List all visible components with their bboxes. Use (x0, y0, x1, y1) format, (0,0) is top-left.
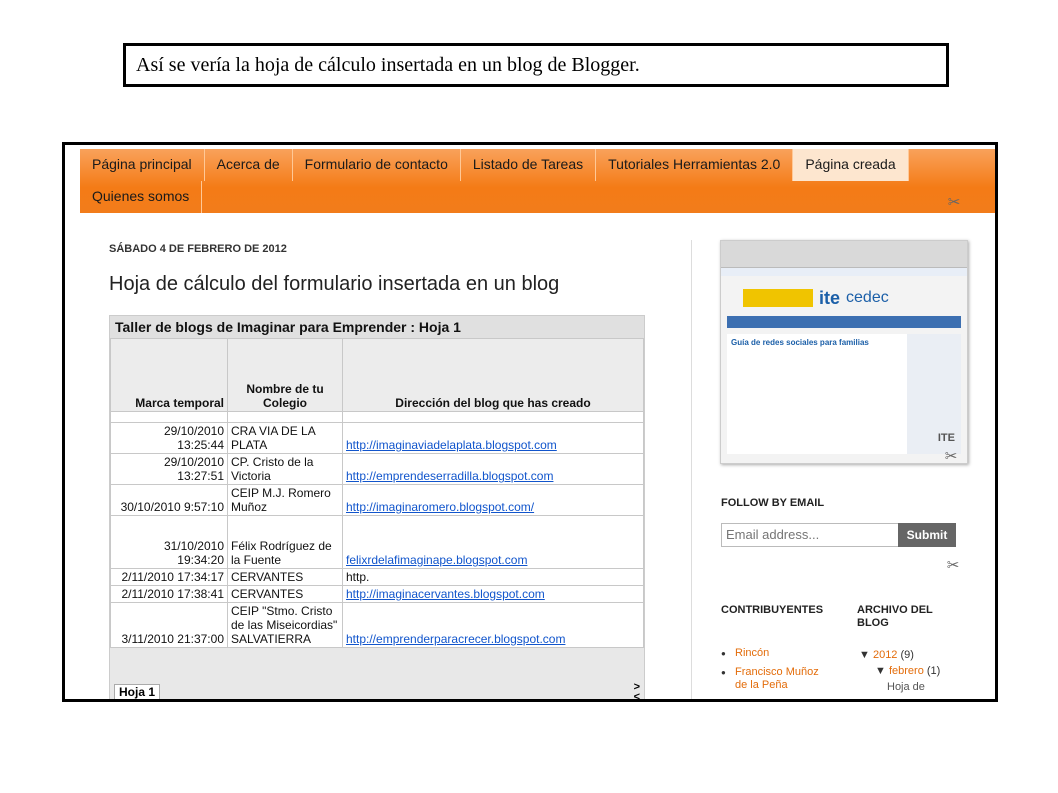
table-row (111, 569, 644, 586)
contributors-list (721, 647, 833, 698)
sheet-table (110, 338, 644, 648)
post-date: SÁBADO 4 DE FEBRERO DE 2012 (109, 243, 287, 255)
table-row (111, 454, 644, 485)
cell-blog-url (343, 454, 644, 485)
scroll-right-icon[interactable]: > (633, 681, 640, 693)
thumb-heading: Guía de redes sociales para familias (731, 338, 869, 347)
blog-nav-bar (80, 149, 995, 213)
sheet-scroll-arrows[interactable] (634, 682, 640, 702)
cell-blog-url (343, 586, 644, 603)
cell-school: CERVANTES (228, 586, 343, 603)
nav-item-listado-de-tareas[interactable]: Listado de Tareas (461, 149, 596, 181)
thumb-menu-bar (727, 316, 961, 328)
table-row (111, 485, 644, 516)
cell-timestamp: 2/11/2010 17:34:17 (111, 569, 228, 586)
table-row (111, 516, 644, 569)
nav-row-2 (80, 181, 995, 213)
cell-school: CEIP "Stmo. Cristo de las Miseicordias" SALVATIERRA (228, 603, 343, 648)
tools-icon[interactable]: ✂ (944, 448, 958, 465)
cell-blog-url (343, 485, 644, 516)
nav-row-1 (80, 149, 995, 181)
nav-item-quienes-somos[interactable]: Quienes somos (80, 181, 202, 213)
blog-screenshot-frame (62, 142, 998, 702)
cell-timestamp: 3/11/2010 21:37:00 (111, 603, 228, 648)
nav-item-página-creada[interactable]: Página creada (793, 149, 908, 181)
cell-school: CP. Cristo de la Victoria (228, 454, 343, 485)
table-row (111, 423, 644, 454)
email-address-input[interactable] (721, 523, 903, 547)
blog-url-link[interactable]: http://imaginacervantes.blogspot.com (346, 587, 545, 601)
blog-url-link[interactable]: http://emprenderparacrecer.blogspot.com (346, 632, 566, 646)
thumb-side-panel (907, 334, 961, 454)
follow-by-email-title: FOLLOW BY EMAIL (721, 497, 825, 509)
cell-timestamp: 2/11/2010 17:38:41 (111, 586, 228, 603)
header-nombre-colegio: Nombre de tu Colegio (228, 339, 343, 412)
archive-month[interactable]: ▼ febrero (1) (875, 665, 941, 677)
sidebar-divider (691, 240, 692, 700)
contributor-link[interactable]: ● Rincón (721, 647, 833, 660)
post-title[interactable]: Hoja de cálculo del formulario insertada en un blog (109, 273, 560, 295)
archive-title: ARCHIVO DEL BLOG (857, 604, 933, 629)
thumb-browser-bar (721, 241, 967, 268)
header-marca-temporal: Marca temporal (111, 339, 228, 412)
cell-blog-url: http. (343, 569, 644, 586)
blog-url-link[interactable]: felixrdelafimaginape.blogspot.com (346, 553, 528, 567)
cell-school: CEIP M.J. Romero Muñoz (228, 485, 343, 516)
scroll-left-icon[interactable]: < (633, 691, 640, 702)
sheet-spacer-row (111, 412, 644, 423)
tools-icon[interactable]: ✂ (947, 194, 961, 211)
table-row (111, 586, 644, 603)
cell-blog-url (343, 423, 644, 454)
nav-item-página-principal[interactable]: Página principal (80, 149, 205, 181)
blog-url-link[interactable]: http://emprendeserradilla.blogspot.com (346, 469, 554, 483)
cell-blog-url (343, 603, 644, 648)
nav-item-acerca-de[interactable]: Acerca de (205, 149, 293, 181)
cedec-thumbnail-image[interactable] (720, 240, 968, 464)
thumb-content (727, 334, 961, 454)
nav-item-formulario-de-contacto[interactable]: Formulario de contacto (293, 149, 461, 181)
thumb-ite-text: ITE (937, 432, 955, 444)
sheet-tab-hoja1[interactable]: Hoja 1 (114, 684, 160, 700)
contributors-title: CONTRIBUYENTES (721, 604, 824, 616)
archive-tree (859, 647, 940, 695)
header-direccion-blog: Dirección del blog que has creado (343, 339, 644, 412)
caption-box: Así se vería la hoja de cálculo insertada en un blog de Blogger. (123, 43, 949, 87)
cell-school: CERVANTES (228, 569, 343, 586)
cedec-logo: cedec (846, 289, 889, 306)
contributor-link[interactable]: ● Francisco Muñoz de la Peña (721, 666, 833, 692)
cell-timestamp: 29/10/2010 13:27:51 (111, 454, 228, 485)
sheet-header-row (111, 339, 644, 412)
archive-post[interactable]: Hoja de (887, 681, 925, 693)
ministry-logo (743, 289, 813, 307)
nav-item-tutoriales-herramientas-2-0[interactable]: Tutoriales Herramientas 2.0 (596, 149, 793, 181)
cell-school: CRA VIA DE LA PLATA (228, 423, 343, 454)
sheet-title: Taller de blogs de Imaginar para Emprender : Hoja 1 (110, 316, 644, 338)
cell-timestamp: 31/10/2010 19:34:20 (111, 516, 228, 569)
table-row (111, 603, 644, 648)
blog-url-link[interactable]: http://imaginaviadelaplata.blogspot.com (346, 438, 557, 452)
archive-year[interactable]: ▼ 2012 (9) (859, 649, 914, 661)
embedded-spreadsheet (109, 315, 645, 702)
thumb-bookmarks-bar (721, 268, 967, 276)
ite-logo: ite (819, 287, 841, 308)
thumb-logos (743, 286, 967, 310)
cell-timestamp: 30/10/2010 9:57:10 (111, 485, 228, 516)
blog-url-link[interactable]: http://imaginaromero.blogspot.com/ (346, 500, 535, 514)
submit-button[interactable]: Submit (898, 523, 956, 547)
cell-school: Félix Rodríguez de la Fuente (228, 516, 343, 569)
tools-icon[interactable]: ✂ (946, 557, 960, 574)
cell-timestamp: 29/10/2010 13:25:44 (111, 423, 228, 454)
cell-blog-url (343, 516, 644, 569)
